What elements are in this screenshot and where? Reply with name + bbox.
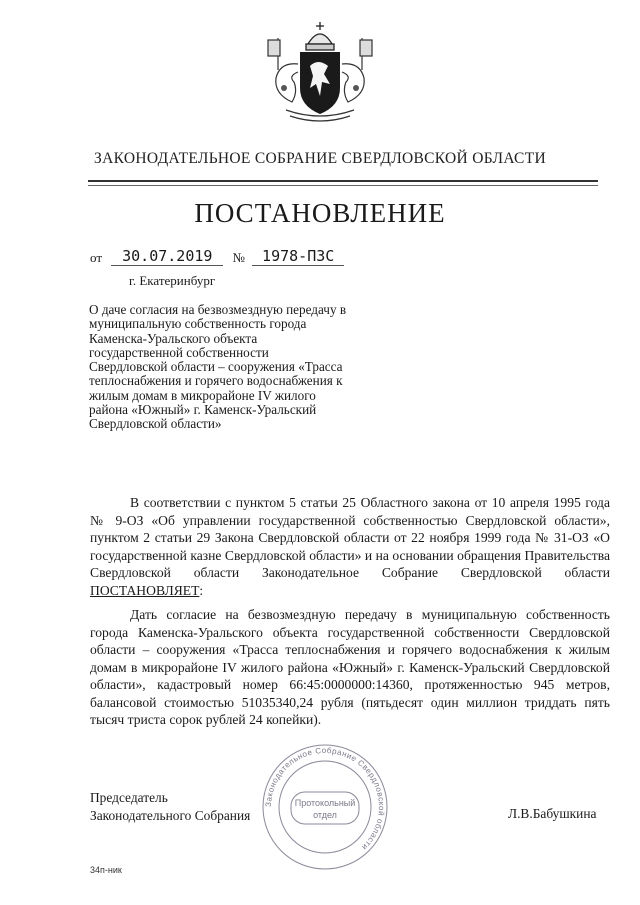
stamp-inner-line-1: Протокольный [294, 798, 356, 808]
coat-of-arms-icon [258, 18, 382, 128]
header-divider-thin [88, 185, 598, 186]
signer-title [90, 789, 250, 824]
body-paragraph-2: Дать согласие на безвозмездную передачу в муниципальную собственность города Каменска-Уральского объекта государственной собственности Свердловской области – сооружения «Трасса теплоснабжения и горячего водоснабжения к жилым домам в микрорайоне IV жилого района «Южный» г. Каменск-Уральский Свердловской области», кадастровый номер 66:45:0000000:14360, протяженностью 945 метров, балансовой стоимостью 51035340,24 рубля (пятьдесят один миллион триддать пять тысяч триста сорок рублей 24 копейки). [90, 607, 610, 727]
signer-title-line-2: Законодательного Собрания [90, 807, 251, 823]
document-date: 30.07.2019 [111, 247, 223, 266]
signer-name: Л.В.Бабушкина [508, 806, 597, 821]
document-subject: О даче согласия на безвозмездную передачу в муниципальную собственность города Каменска-Уральского объекта государственной собственности Свердловской области – сооружения «Трасса теплоснабжения и горячего водоснабжения к жилым домам в микрорайоне IV жилого района «Южный» г. Каменск-Уральский Свердловской области» [89, 302, 347, 432]
document-type-title: ПОСТАНОВЛЕНИЕ [194, 198, 446, 228]
organization-name: ЗАКОНОДАТЕЛЬНОЕ СОБРАНИЕ СВЕРДЛОВСКОЙ ОБЛАСТИ [94, 150, 546, 167]
city-line: г. Екатеринбург [129, 273, 216, 288]
document-number: 1978-ПЗС [252, 247, 344, 266]
date-number-row [90, 247, 344, 267]
paragraph-1-text: В соответствии с пунктом 5 статьи 25 Областного закона от 10 апреля 1995 года № 9-ОЗ «Об управлении государственной собственностью Свердловской области», пунктом 2 статьи 29 Закона Свердловской области от 22 ноября 1999 года № 31-ОЗ «О государственной казне Свердловской области» и на основании обращения Правительства Свердловской области Законодательное Собрание Свердловской области [90, 495, 610, 580]
signer-title-line-1: Председатель [90, 790, 168, 805]
stamp-inner-line-2: отдел [313, 810, 337, 820]
number-prefix: № [232, 250, 245, 265]
body-paragraph-1 [90, 494, 610, 599]
stamp-outer-text: Законодательное Собрание Свердловской области [263, 745, 387, 853]
official-stamp [258, 742, 392, 872]
header-divider-thick [88, 180, 598, 182]
date-prefix: от [90, 250, 103, 265]
footnote: 34п-ник [90, 865, 122, 875]
paragraph-1-end: : [199, 582, 204, 598]
decision-keyword: ПОСТАНОВЛЯЕТ [90, 582, 200, 598]
